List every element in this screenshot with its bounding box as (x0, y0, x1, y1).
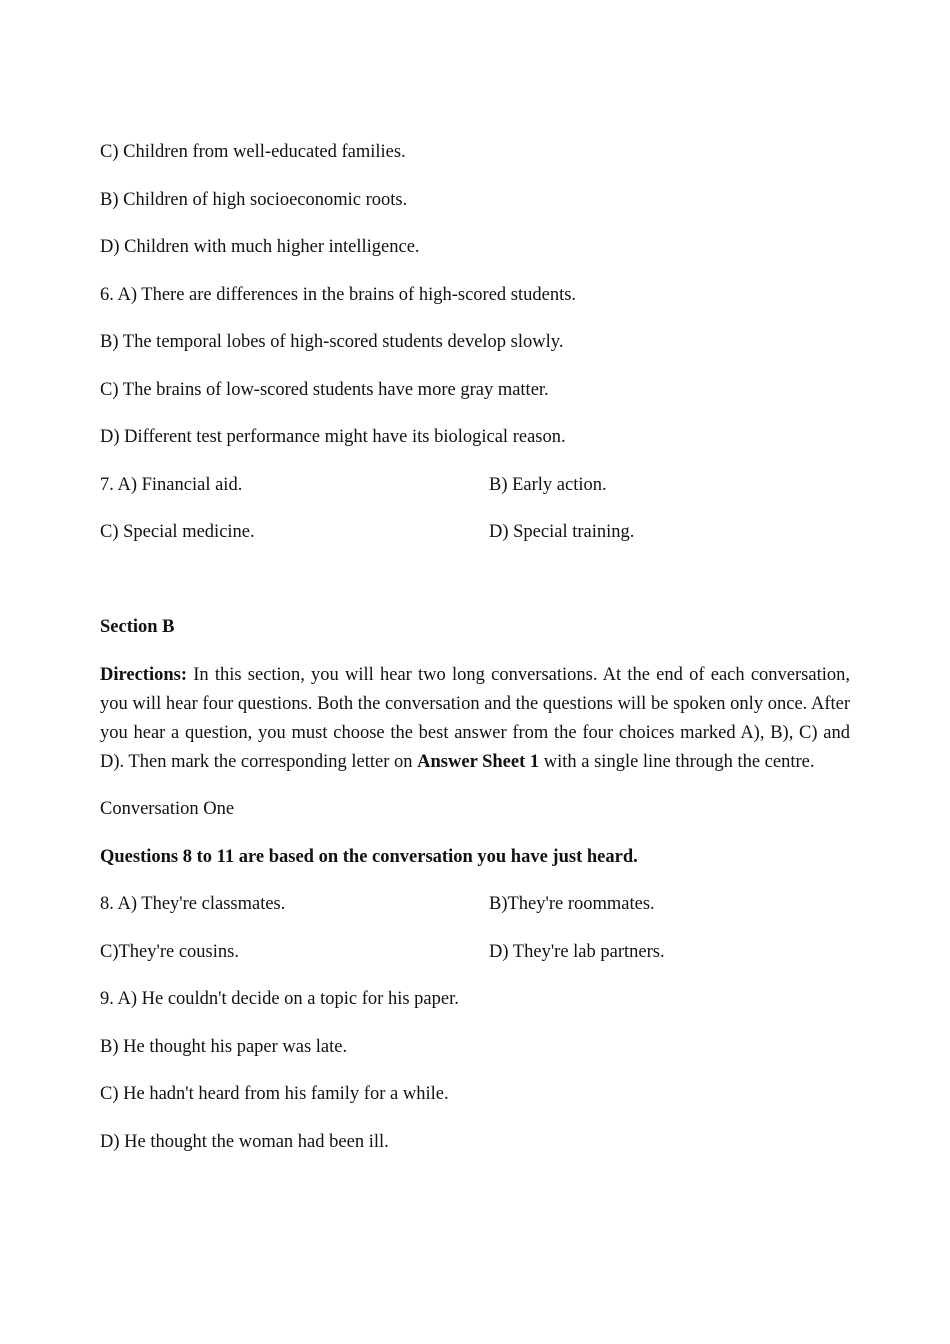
directions-label: Directions: (100, 664, 187, 685)
section-b-directions (100, 661, 850, 777)
q8-option-b: B)They're roommates. (489, 894, 655, 914)
q6-option-c: C) The brains of low-scored students have more gray matter. (100, 379, 549, 400)
section-b-title: Section B (100, 617, 175, 637)
q8-row-2 (100, 938, 850, 967)
directions-text-1: In this section, you will hear two long conversations. At the end of each conversation, you will hear four questions. Both the conversation and the questions will be spoken only once. After you hear a question, you must choose the best answer from the four choices marked A), B), C) and D). Then mark the corresponding letter on (100, 664, 850, 772)
q6-option-a: 6. A) There are differences in the brains of high-scored students. (100, 284, 577, 305)
q5-option-d: D) Children with much higher intelligence. (100, 237, 420, 257)
q7-option-b: B) Early action. (489, 474, 607, 495)
q8-option-c: C)They're cousins. (100, 941, 239, 962)
q6-option-d: D) Different test performance might have its biological reason. (100, 427, 566, 447)
q7-row-2 (100, 518, 850, 547)
q7-option-a: 7. A) Financial aid. (100, 474, 243, 495)
q8-option-d: D) They're lab partners. (489, 941, 665, 962)
conversation-label: Conversation One (100, 799, 235, 819)
q5-option-c: C) Children from well-educated families. (100, 142, 406, 162)
questions-heading: Questions 8 to 11 are based on the conversation you have just heard. (100, 846, 638, 867)
directions-text-2: with a single line through the centre. (539, 751, 815, 772)
q7-option-d: D) Special training. (489, 522, 635, 542)
answer-sheet-label: Answer Sheet 1 (417, 751, 540, 772)
q9-option-b: B) He thought his paper was late. (100, 1036, 348, 1057)
q7-row-1 (100, 471, 850, 500)
q8-row-1 (100, 890, 850, 919)
q6-option-b: B) The temporal lobes of high-scored students develop slowly. (100, 332, 564, 352)
q9-option-d: D) He thought the woman had been ill. (100, 1131, 389, 1152)
q8-option-a: 8. A) They're classmates. (100, 894, 286, 914)
q9-option-c: C) He hadn't heard from his family for a while. (100, 1084, 449, 1104)
q7-option-c: C) Special medicine. (100, 522, 255, 542)
q9-option-a: 9. A) He couldn't decide on a topic for his paper. (100, 989, 459, 1009)
q5-option-b: B) Children of high socioeconomic roots. (100, 189, 408, 210)
document-page (100, 138, 850, 1175)
